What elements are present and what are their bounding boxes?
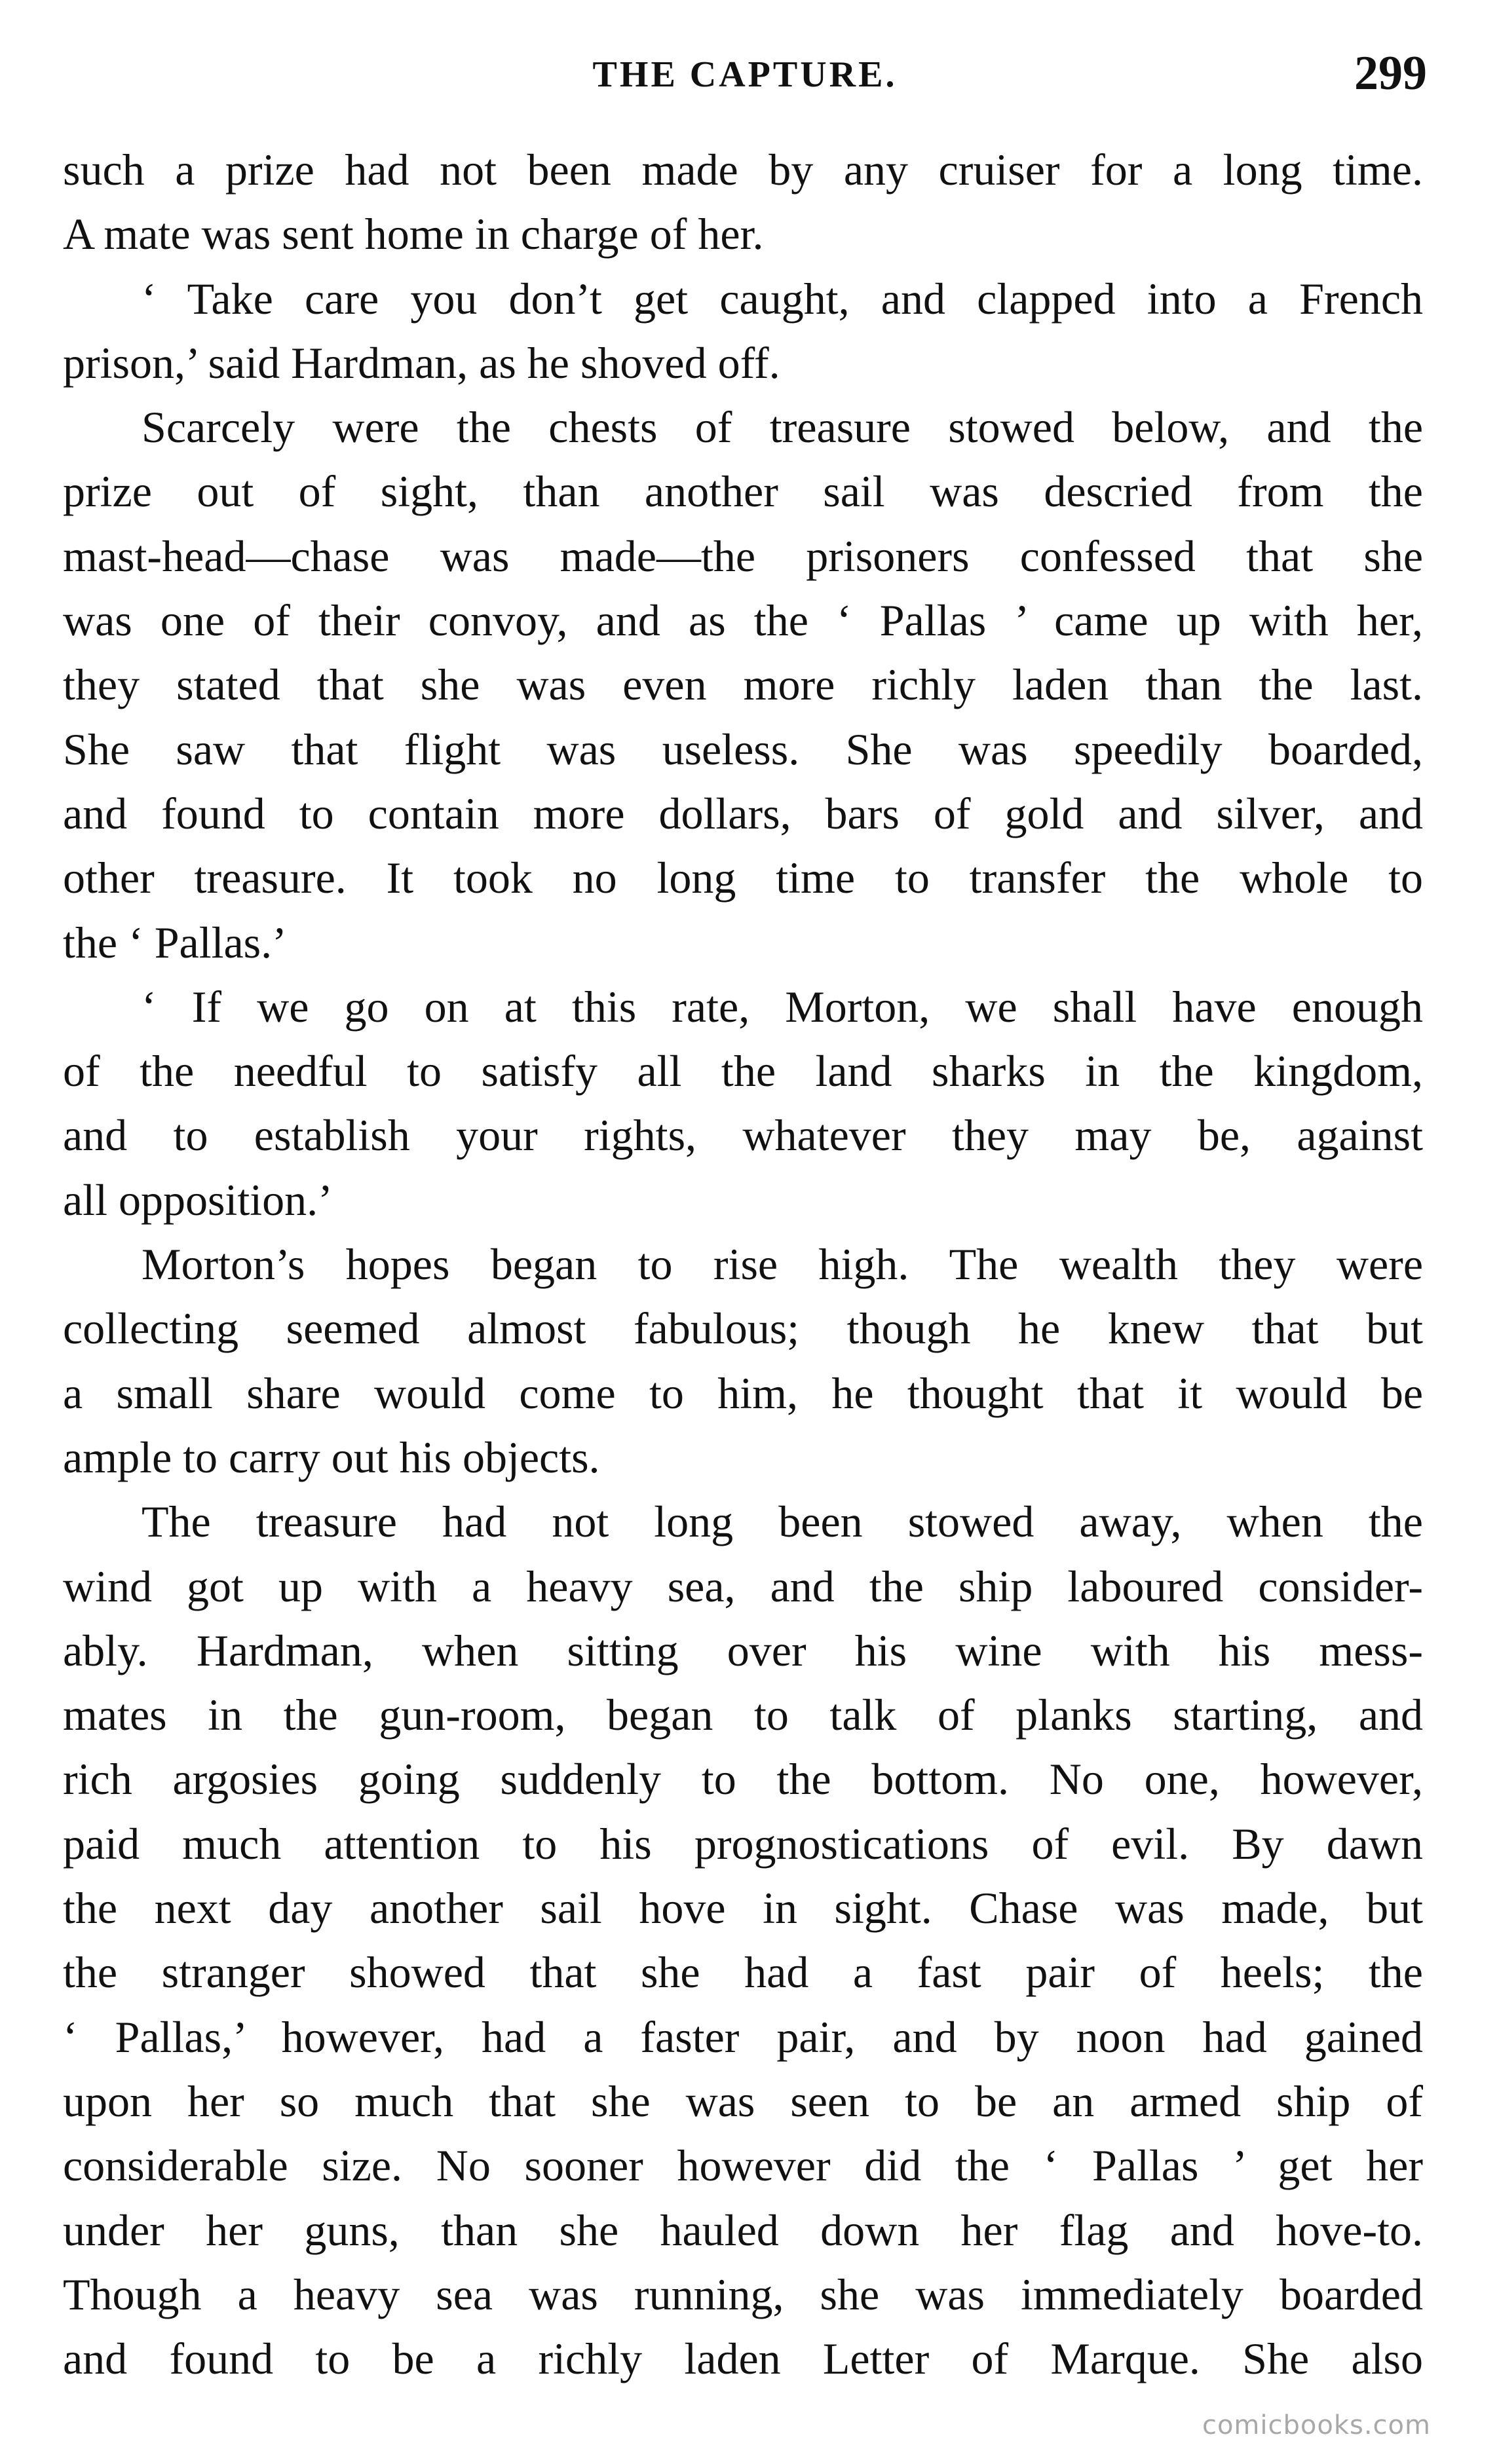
text-line: ample to carry out his objects. [63, 1432, 600, 1482]
text-line: paid much attention to his prognostications of evil. By dawn [63, 1818, 1423, 1869]
text-line: they stated that she was even more richly laden than the last. [63, 660, 1423, 710]
text-line: and to establish your rights, whatever they may be, against [63, 1110, 1423, 1161]
text-line: a small share would come to him, he thought that it would be [63, 1368, 1423, 1418]
text-line: ‘ Take care you don’t get caught, and clapped into a French [142, 273, 1423, 324]
text-line: She saw that flight was useless. She was speedily boarded, [63, 724, 1423, 774]
text-line: Morton’s hopes began to rise high. The wealth they were [142, 1239, 1423, 1290]
text-line: and found to be a richly laden Letter of Marque. She also [63, 2334, 1423, 2384]
text-line: Scarcely were the chests of treasure stowed below, and the [142, 402, 1423, 453]
text-line: the next day another sail hove in sight. Chase was made, but [63, 1883, 1423, 1933]
text-line: mates in the gun-room, began to talk of planks starting, and [63, 1690, 1423, 1740]
text-line: the stranger showed that she had a fast pair of heels; the [63, 1947, 1423, 1998]
text-line: upon her so much that she was seen to be an armed ship of [63, 2076, 1423, 2126]
text-line: considerable size. No sooner however did the ‘ Pallas ’ get her [63, 2140, 1423, 2191]
watermark-text: comicbooks.com [1202, 2410, 1431, 2440]
text-line: prize out of sight, than another sail was descried from the [63, 466, 1423, 517]
text-line: was one of their convoy, and as the ‘ Pallas ’ came up with her, [63, 595, 1423, 646]
text-line: mast-head—chase was made—the prisoners confessed that she [63, 531, 1423, 581]
text-line: ‘ If we go on at this rate, Morton, we shall have enough [142, 981, 1423, 1032]
text-line: The treasure had not long been stowed away, when the [142, 1497, 1423, 1547]
text-line: ably. Hardman, when sitting over his wine with his mess- [63, 1625, 1423, 1675]
text-line: Though a heavy sea was running, she was immediately boarded [63, 2269, 1423, 2319]
body-text [63, 138, 1423, 2391]
text-line: rich argosies going suddenly to the bottom. No one, however, [63, 1754, 1423, 1804]
text-line: A mate was sent home in charge of her. [63, 209, 764, 259]
page-number: 299 [1354, 47, 1427, 100]
text-line: all opposition.’ [63, 1174, 333, 1225]
text-line: collecting seemed almost fabulous; though he knew that but [63, 1303, 1423, 1354]
text-line: prison,’ said Hardman, as he shoved off. [63, 337, 780, 388]
text-line: the ‘ Pallas.’ [63, 917, 287, 967]
text-line: under her guns, than she hauled down her flag and hove-to. [63, 2205, 1423, 2255]
text-line: other treasure. It took no long time to transfer the whole to [63, 853, 1423, 903]
running-header [63, 43, 1427, 115]
text-line: ‘ Pallas,’ however, had a faster pair, and by noon had gained [63, 2011, 1423, 2062]
text-line: wind got up with a heavy sea, and the ship laboured consider- [63, 1561, 1423, 1611]
text-line: and found to contain more dollars, bars of gold and silver, and [63, 788, 1423, 838]
running-title: THE CAPTURE. [592, 54, 898, 95]
text-line: of the needful to satisfy all the land sharks in the kingdom, [63, 1046, 1423, 1096]
text-line: such a prize had not been made by any cruiser for a long time. [63, 145, 1423, 195]
